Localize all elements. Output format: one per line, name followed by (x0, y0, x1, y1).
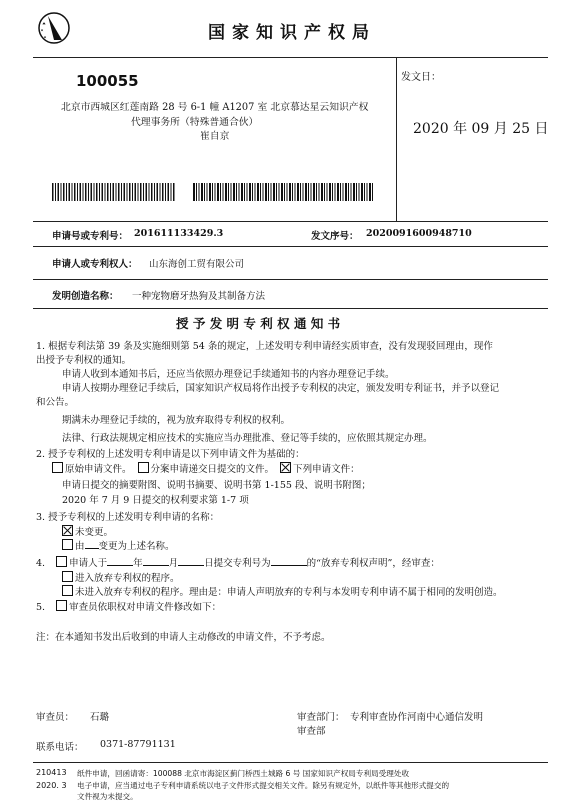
barcode-center (193, 183, 373, 201)
invention-title-value: 一种宠物磨牙热狗及其制备方法 (132, 291, 266, 302)
section-1-line-5: 和公告。 (36, 397, 75, 408)
recipient-name: 崔自京 (200, 131, 230, 142)
divisional-files-checkbox[interactable] (138, 462, 149, 473)
waiver-rejected-checkbox[interactable] (62, 585, 73, 596)
issue-date-value: 2020 年 09 月 25 日 (413, 121, 549, 137)
serial-number-value: 2020091600948710 (366, 228, 472, 239)
unchanged-label: 未变更。 (75, 527, 114, 538)
unchanged-checkbox[interactable] (62, 525, 73, 536)
section-1-line-1: 1. 根据专利法第 39 条及实施细则第 54 条的规定，上述发明专利申请经实质审查，没有发现驳回理由，现作 (36, 341, 493, 352)
applicant-value: 山东海创工贸有限公司 (149, 259, 245, 270)
department-label: 审查部门： (297, 712, 345, 723)
form-code: 210413 (36, 768, 67, 777)
section-2-line-3: 申请日提交的摘要附图、说明书摘要、说明书第 1-155 段、说明书附图； (62, 480, 371, 491)
paper-application-note: 纸件申请，回函请寄：100088 北京市海淀区蓟门桥西土城路 6 号 国家知识产权局专利局受理处收 (77, 769, 410, 778)
section-3-option-1 (62, 524, 113, 538)
notice-remark: 注：在本通知书发出后收到的申请人主动修改的申请文件，不予考虑。 (36, 632, 331, 643)
serial-number-label: 发文序号： (311, 231, 359, 242)
section-1-line-7: 法律、行政法规规定相应技术的实施应当办理批准、登记等手续的，应依照其规定办理。 (62, 433, 433, 444)
electronic-application-note-1: 电子申请，应当通过电子专利申请系统以电子文件形式提交相关文件。除另有规定外，以纸件等其他形式提交的 (77, 781, 450, 790)
section-3-option-2: 由 变更为上述名称。 (62, 538, 175, 552)
issue-date-label: 发文日： (401, 72, 441, 83)
waiver-accepted-checkbox[interactable] (62, 571, 73, 582)
address-line-2: 代理事务所（特殊普通合伙） (131, 117, 259, 128)
section-2-options (52, 461, 360, 475)
address-line-1: 北京市西城区红莲南路 28 号 6-1 幢 A1207 室 北京慕达星云知识产权 (61, 102, 369, 113)
section-2-line-4: 2020 年 7 月 9 日提交的权利要求第 1-7 项 (62, 495, 249, 506)
section-1-line-6: 期满未办理登记手续的，视为放弃取得专利权的权利。 (62, 415, 291, 426)
office-title: 国家知识产权局 (208, 23, 376, 43)
department-value-2: 审查部 (297, 726, 326, 737)
following-files-checkbox[interactable] (280, 462, 291, 473)
following-files-label: 下列申请文件： (293, 464, 360, 475)
original-files-checkbox[interactable] (52, 462, 63, 473)
section-4-option-1: 进入放弃专利权的程序。 (62, 570, 180, 584)
section-3-line-1: 3. 授予专利权的上述发明专利申请的名称： (36, 512, 220, 523)
application-number-value: 201611133429.3 (134, 228, 224, 239)
original-files-label: 原始申请文件。 (65, 464, 132, 475)
electronic-application-note-2: 文件视为未提交。 (77, 792, 138, 801)
section-4-line-1: 4. 申请人于 年 月 日提交专利号为 的“放弃专利权声明”，经审查： (36, 558, 440, 569)
contact-label: 联系电话： (36, 742, 84, 753)
invention-title-label: 发明创造名称： (52, 291, 119, 302)
examiner-label: 审查员： (36, 712, 75, 723)
section-1-line-4: 申请人按期办理登记手续后，国家知识产权局将作出授予专利权的决定，颁发发明专利证书，并予以登记 (62, 383, 500, 394)
cnipa-logo-icon (36, 10, 72, 46)
section-4-option-2: 未进入放弃专利权的程序。理由是：申请人声明放弃的专利与本发明专利申请不属于相同的发明创造。 (62, 584, 503, 598)
section-2-line-1: 2. 授予专利权的上述发明专利申请是以下列申请文件为基础的： (36, 449, 305, 460)
waiver-checkbox[interactable] (56, 556, 67, 567)
divisional-files-label: 分案申请递交日提交的文件。 (150, 464, 275, 475)
section-1-line-3: 申请人收到本通知书后，还应当依照办理登记手续通知书的内容办理登记手续。 (62, 369, 395, 380)
form-date: 2020. 3 (36, 781, 67, 790)
section-5-line-1: 5. 审查员依职权对申请文件修改如下： (36, 602, 222, 613)
application-number-label: 申请号或专利号： (52, 231, 129, 242)
applicant-label: 申请人或专利权人： (52, 259, 138, 270)
postal-code: 100055 (76, 72, 139, 90)
department-value: 专利审查协作河南中心通信发明 (350, 712, 484, 723)
examiner-name: 石璐 (90, 712, 110, 723)
contact-value: 0371-87791131 (100, 739, 176, 750)
changed-checkbox[interactable] (62, 539, 73, 550)
notice-title: 授 予 发 明 专 利 权 通 知 书 (176, 316, 341, 331)
barcode-left (52, 183, 176, 201)
examiner-amendment-checkbox[interactable] (56, 600, 67, 611)
section-1-line-2: 出授予专利权的通知。 (36, 355, 132, 366)
